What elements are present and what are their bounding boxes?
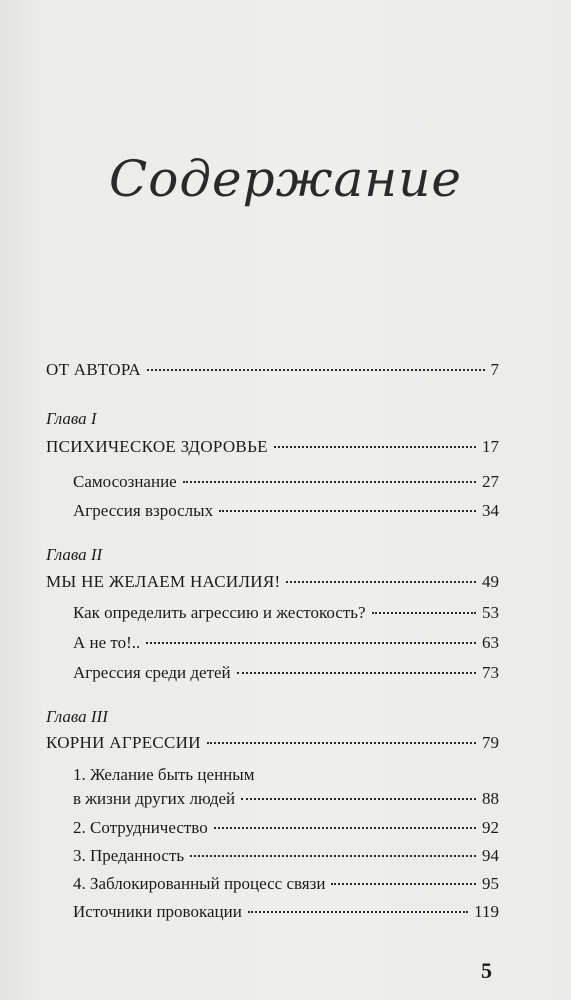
toc-page-number: 7 <box>490 360 499 379</box>
toc-page-number: 88 <box>482 789 499 808</box>
toc-page-number: 92 <box>482 818 499 837</box>
toc-entry-label: в жизни других людей <box>73 789 236 808</box>
toc-entry <box>73 603 499 623</box>
toc-entry <box>73 846 499 866</box>
toc-page-number: 63 <box>482 633 499 652</box>
toc-entry <box>73 902 499 922</box>
toc-entry <box>73 818 499 838</box>
dot-leader <box>219 510 476 512</box>
chapter-label: Глава III <box>46 707 108 726</box>
toc-page-number: 95 <box>482 874 499 893</box>
toc-entry <box>73 501 499 521</box>
dot-leader <box>274 446 476 448</box>
dot-leader <box>214 827 476 829</box>
page-title: Содержание <box>108 150 463 208</box>
toc-page-number: 34 <box>482 501 499 520</box>
toc-entry-label: Самосознание <box>73 472 177 491</box>
toc-chapter-title <box>46 733 499 753</box>
toc-page-number: 79 <box>482 733 499 752</box>
toc-entry-label: ПСИХИЧЕСКОЕ ЗДОРОВЬЕ <box>46 437 268 456</box>
dot-leader <box>190 855 476 857</box>
toc-entry <box>73 472 499 492</box>
toc-page-number: 94 <box>482 846 499 865</box>
dot-leader <box>331 883 476 885</box>
chapter-label: Глава II <box>46 545 103 564</box>
toc-chapter-title <box>46 572 499 592</box>
toc-entry-label: Агрессия взрослых <box>73 501 214 520</box>
dot-leader <box>207 742 476 744</box>
dot-leader <box>183 481 476 483</box>
toc-page-number: 119 <box>474 902 499 921</box>
dot-leader <box>147 369 485 371</box>
toc-entry <box>73 789 499 809</box>
toc-entry-label: Агрессия среди детей <box>73 663 231 682</box>
toc-entry-label: КОРНИ АГРЕССИИ <box>46 733 201 752</box>
dot-leader <box>241 798 476 800</box>
chapter-label: Глава I <box>46 409 97 428</box>
toc-page-number: 73 <box>482 663 499 682</box>
toc-entry-label: МЫ НЕ ЖЕЛАЕМ НАСИЛИЯ! <box>46 572 281 591</box>
toc-page-number: 53 <box>482 603 499 622</box>
toc-entry-label: 2. Сотрудничество <box>73 818 208 837</box>
toc-entry-author <box>46 360 499 380</box>
toc-chapter-title <box>46 437 499 457</box>
toc-page-number: 49 <box>482 572 499 591</box>
toc-entry-label: 4. Заблокированный процесс связи <box>73 874 326 893</box>
page-number: 5 <box>481 958 492 983</box>
toc-entry-label: А не то!.. <box>73 633 141 652</box>
toc-page-number: 27 <box>482 472 499 491</box>
toc-entry <box>73 874 499 894</box>
toc-entry-label: 3. Преданность <box>73 846 185 865</box>
dot-leader <box>286 581 476 583</box>
toc-entry <box>73 663 499 683</box>
toc-entry-line1: 1. Желание быть ценным <box>73 765 255 784</box>
dot-leader <box>248 911 468 913</box>
toc-entry <box>73 633 499 653</box>
dot-leader <box>146 642 476 644</box>
toc-entry-label: Как определить агрессию и жестокость? <box>73 603 366 622</box>
toc-page-number: 17 <box>482 437 499 456</box>
dot-leader <box>372 612 476 614</box>
toc-entry-label: ОТ АВТОРА <box>46 360 141 379</box>
toc-entry-label: Источники провокации <box>73 902 242 921</box>
dot-leader <box>237 672 476 674</box>
